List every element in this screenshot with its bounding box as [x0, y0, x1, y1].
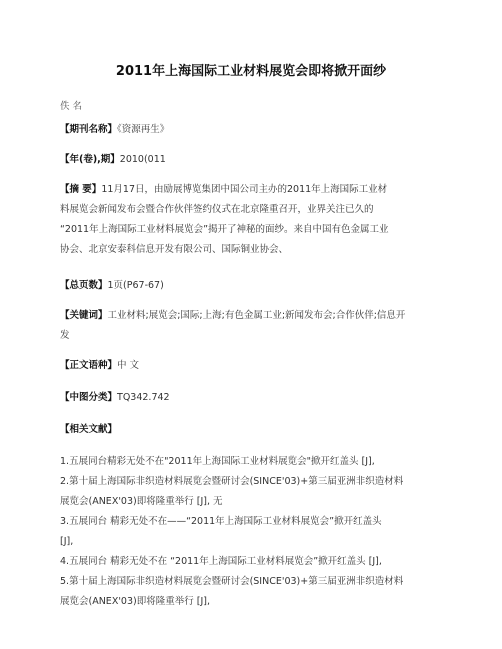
references-heading — [60, 420, 450, 440]
reference-line: 4.五展同台 精彩无处不在 “2011年上海国际工业材料展览会”掀开红盖头 [J], — [60, 556, 382, 567]
pages-field — [60, 276, 450, 296]
reference-line: 2.第十届上海国际非织造材料展览会暨研讨会(SINCE'03)+第三届亚洲非织造材料 — [60, 476, 404, 487]
author: 佚名 — [60, 101, 86, 112]
references-label: 【相关文献】 — [60, 424, 118, 435]
reference-line: 展览会(ANEX'03)即将隆重举行 [J], 无 — [60, 496, 223, 507]
year-field — [60, 150, 450, 170]
language-label: 【正文语种】 — [60, 360, 118, 371]
classification-field — [60, 388, 450, 408]
reference-line: 1.五展同台精彩无处不在"2011年上海国际工业材料展览会"掀开红盖头 [J], — [60, 456, 375, 467]
reference-line: 5.第十届上海国际非织造材料展览会暨研讨会(SINCE'03)+第三届亚洲非织造材料 — [60, 576, 404, 587]
keywords-line-2: 发 — [60, 330, 70, 341]
classification-label: 【中图分类】 — [60, 392, 118, 403]
pages-label: 【总页数】 — [60, 280, 108, 291]
keywords-line-1 — [60, 306, 450, 326]
abstract-line-1 — [60, 180, 450, 200]
keywords-text-1: 工业材料;展览会;国际;上海;有色金属工业;新闻发布会;合作伙伴;信息开 — [107, 310, 406, 321]
journal-label: 【期刊名称】 — [60, 124, 118, 135]
document-title: 2011年上海国际工业材料展览会即将掀开面纱 — [115, 64, 387, 79]
abstract-line-2: 料展览会新闻发布会暨合作伙伴签约仪式在北京隆重召开，业界关注已久的 — [60, 204, 374, 215]
language-value: 中 文 — [117, 360, 140, 371]
classification-value: TQ342.742 — [117, 392, 170, 403]
abstract-label: 【摘 要】 — [60, 184, 102, 195]
abstract-text-1: 11月17日，由励展博览集团中国公司主办的2011年上海国际工业材 — [101, 184, 388, 195]
abstract-line-4: 协会、北京安泰科信息开发有限公司、国际铜业协会、 — [60, 244, 289, 255]
year-label: 【年(卷),期】 — [60, 154, 120, 165]
pages-value: 1页(P67-67) — [107, 280, 164, 291]
keywords-label: 【关键词】 — [60, 310, 108, 321]
reference-line: 展览会(ANEX'03)即将隆重举行 [J], — [60, 596, 210, 607]
reference-line: [J], — [60, 536, 74, 547]
reference-line: 3.五展同台 精彩无处不在——“2011年上海国际工业材料展览会”掀开红盖头 — [60, 516, 382, 527]
journal-field — [60, 120, 450, 140]
journal-value: 《资源再生》 — [117, 124, 170, 135]
year-value: 2010(011 — [119, 154, 166, 165]
abstract-line-3: “2011年上海国际工业材料展览会”揭开了神秘的面纱。来自中国有色金属工业 — [60, 224, 389, 235]
language-field — [60, 356, 450, 376]
